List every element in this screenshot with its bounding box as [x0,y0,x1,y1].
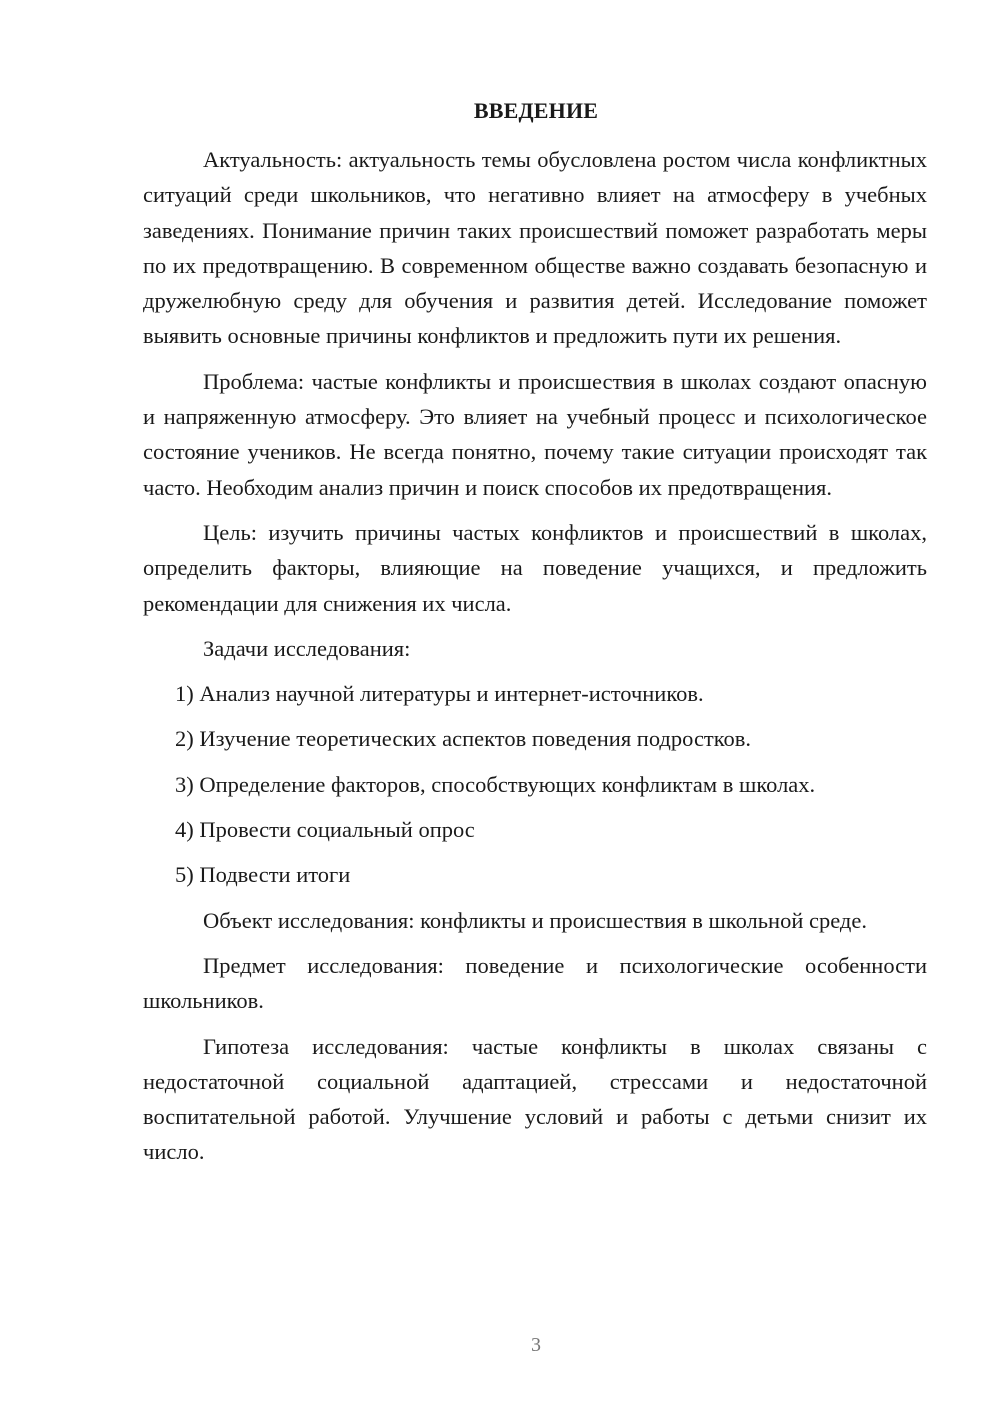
list-item: 2) Изучение теоретических аспектов поведения подростков. [175,726,752,752]
paragraph-relevance: Актуальность: актуальность темы обусловлена ростом числа конфликтных ситуаций среди школьников, что негативно влияет на атмосферу в учебных заведениях. Понимание причин таких происшествий поможет разработать меры по их предотвращению. В современном обществе важно создавать безопасную и дружелюбную среду для обучения и развития детей. Исследование поможет выявить основные причины конфликтов и предложить пути их решения. [143,147,927,349]
list-item: 1) Анализ научной литературы и интернет-источников. [175,681,704,707]
paragraph-problem: Проблема: частые конфликты и происшествия в школах создают опасную и напряженную атмосферу. Это влияет на учебный процесс и психологическое состояние учеников. Не всегда понятно, почему такие ситуации происходят так часто. Необходим анализ причин и поиск способов их предотвращения. [143,368,927,500]
page-number: 3 [531,1334,541,1356]
tasks-heading: Задачи исследования: [203,635,411,661]
paragraph-object: Объект исследования: конфликты и происшествия в школьной среде. [203,907,867,933]
tasks-list [143,676,927,892]
page-title: ВВЕДЕНИЕ [473,98,599,123]
document-body [143,142,927,1180]
list-item: 3) Определение факторов, способствующих конфликтам в школах. [175,771,816,797]
paragraph-subject: Предмет исследования: поведение и психологические особенности школьников. [143,952,927,1014]
paragraph-goal: Цель: изучить причины частых конфликтов и происшествий в школах, определить факторы, влияющие на поведение учащихся, и предложить рекомендации для снижения их числа. [143,519,927,616]
list-item: 5) Подвести итоги [175,862,351,888]
list-item: 4) Провести социальный опрос [175,817,475,843]
paragraph-hypothesis: Гипотеза исследования: частые конфликты в школах связаны с недостаточной социальной адаптацией, стрессами и недостаточной воспитательной работой. Улучшение условий и работы с детьми снизит их число. [143,1033,927,1165]
